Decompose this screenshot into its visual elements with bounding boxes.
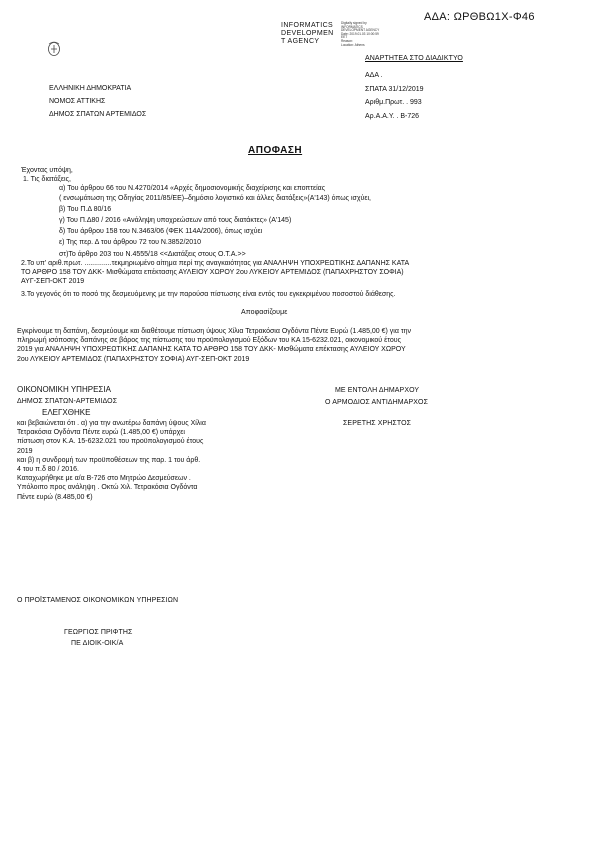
ada-field: ΑΔΑ . xyxy=(365,72,383,79)
page-title: ΑΠΟΦΑΣΗ xyxy=(248,145,303,156)
issuer-country: ΕΛΛΗΝΙΚΗ ΔΗΜΟΚΡΑΤΙΑ xyxy=(49,85,132,92)
reference-block xyxy=(365,69,424,123)
ada-top: ΑΔΑ: ΩΡΘΒΩ1Χ-Φ46 xyxy=(424,11,535,23)
protocol-number: Αριθμ.Πρωτ. . 993 xyxy=(365,99,422,106)
considering-item-2-cont: ΑΥΓ-ΣΕΠ-ΟΚΤ 2019 xyxy=(21,278,85,286)
legal-ref: δ) Του άρθρου 158 του Ν.3463/06 (ΦΕΚ 114Α/2006), όπως ισχύει xyxy=(59,228,263,236)
considering-item-2-cont: ΤΟ ΑΡΘΡΟ 158 ΤΟΥ ΔΚΚ- Μισθώματα επέκτασης ΑΥΛΕΙΟΥ ΧΩΡΟΥ 2ου ΛΥΚΕΙΟΥ ΑΡΤΕΜΙΔΟΣ (ΠΑΠΑΧΡΗΣΤΟΥ ΣΟΦΙΑ) xyxy=(21,269,404,277)
considering-item-2: 2.Το υπ' αριθ.πρωτ. ..............τεκμηριωμένο αίτημα περί της αναγκαιότητας για ΑΝΑΛΗΨΗ ΥΠΟΧΡΕΩΤΙΚΗΣ ΔΑΠΑΝΗΣ ΚΑΤΑ xyxy=(21,259,410,267)
date-field: ΣΠΑΤΑ 31/12/2019 xyxy=(365,85,424,93)
legal-ref: στ)Το άρθρο 203 του Ν.4555/18 <<Διατάξεις στους Ο.Τ.Α.>> xyxy=(59,250,246,258)
digital-signature-note: Digitally signed by INFORMATICS DEVELOPMENT AGENCY Date: 2019.01.03 10:00:59 EET Reason: Location: Athens xyxy=(341,21,380,47)
considering-item-1: 1. Τις διατάξεις, xyxy=(23,176,71,184)
issuer-prefecture: ΝΟΜΟΣ ΑΤΤΙΚΗΣ xyxy=(49,98,106,105)
finance-municipality: ΔΗΜΟΣ ΣΠΑΤΩΝ-ΑΡΤΕΜΙΔΟΣ xyxy=(17,398,118,405)
legal-ref: α) Του άρθρου 66 του Ν.4270/2014 «Αρχές δημοσιονομικής διαχείρισης και εποπτείας xyxy=(59,185,326,193)
internet-post-label: ΑΝΑΡΤΗΤΕΑ ΣΤΟ ΔΙΑΔΙΚΤΥΟ xyxy=(365,55,463,62)
considering-item-3: 3.Το γεγονός ότι το ποσό της δεσμευόμενης με την παρούσα πίστωσης είναι εντός του εγκεκριμένου ποσοστού διάθεσης. xyxy=(21,291,396,299)
mayor-order-label: ΜΕ ΕΝΤΟΛΗ ΔΗΜΑΡΧΟΥ xyxy=(335,387,420,394)
head-of-finance-title: Ο ΠΡΟΪΣΤΑΜΕΝΟΣ ΟΙΚΟΝΟΜΙΚΩΝ ΥΠΗΡΕΣΙΩΝ xyxy=(17,597,179,604)
informatics-agency-label: INFORMATICS DEVELOPMEN T AGENCY xyxy=(281,22,334,45)
decision-text: Εγκρίνουμε τη δαπάνη, δεσμεύουμε και διαθέτουμε πίστωση ύψους Χίλια Τετρακόσια Ογδόντα Πέντε Ευρώ (1.485,00 €) για την πληρωμή ισόποσης δαπάνης σε βάρος της πίστωσης του προϋπολογισμού Εξόδων του ΚΑ 15-6232.021, οικονομικού έτους 2019 για ΑΝΑΛΗΨΗ ΥΠΟΧΡΕΩΤΙΚΗΣ ΔΑΠΑΝΗΣ ΚΑΤΑ ΤΟ ΑΡΘΡΟ 158 ΤΟΥ ΔΚΚ- Μισθώματα επέκτασης ΑΥΛΕΙΟΥ ΧΩΡΟΥ 2ου ΛΥΚΕΙΟΥ ΑΡΤΕΜΙΔΟΣ (ΠΑΠΑΧΡΗΣΤΟΥ ΣΟΦΙΑ) ΑΥΓ-ΣΕΠ-ΟΚΤ 2019 xyxy=(17,328,412,363)
finance-verification-text: και βεβαιώνεται ότι . α) για την ανωτέρω δαπάνη ύψους Χίλια Τετρακόσια Ογδόντα Πέντε ευρώ (1.485,00 €) υπάρχει πίστωση στον Κ.Α. 15-6232.021 του προϋπολογισμού έτους 2019 και β) η συνδρομή των προϋποθέσεων της παρ. 1 του άρθ. 4 του π.δ 80 / 2016. Καταχωρήθηκε με α/α Β-726 στο Μητρώο Δεσμεύσεων . Υπόλοιπο προς ανάληψη . Οκτώ Χιλ. Τετρακόσια Ογδόντα Πέντε ευρώ (8.485,00 €) xyxy=(17,420,206,501)
issuer-block xyxy=(49,82,146,121)
head-of-finance-name: ΓΕΩΡΓΙΟΣ ΠΡΙΦΤΗΣ xyxy=(64,629,133,636)
checked-label: ΕΛΕΓΧΘΗΚΕ xyxy=(42,408,91,417)
legal-ref: ( ενσωμάτωση της Οδηγίας 2011/85/ΕΕ)–δημόσιο λογιστικό και άλλες διατάξεις»(Α'143) όπως ισχύει, xyxy=(59,194,371,202)
finance-service-title: ΟΙΚΟΝΟΜΙΚΗ ΥΠΗΡΕΣΙΑ xyxy=(17,385,111,394)
issuer-municipality: ΔΗΜΟΣ ΣΠΑΤΩΝ ΑΡΤΕΜΙΔΟΣ xyxy=(49,111,147,118)
legal-ref: β) Του Π.Δ 80/16 xyxy=(59,205,112,213)
legal-ref: γ) Του Π.Δ80 / 2016 «Ανάληψη υποχρεώσεων από τους διατάκτες» (Α'145) xyxy=(59,217,292,225)
greek-emblem-icon xyxy=(47,40,61,57)
deputy-mayor-name: ΣΕΡΕΤΗΣ ΧΡΗΣΤΟΣ xyxy=(343,420,412,427)
finance-service-block xyxy=(17,385,206,502)
decide-heading: Αποφασίζουμε xyxy=(241,309,288,316)
considering-section xyxy=(21,166,409,300)
aay-number: Αρ.Α.Α.Υ. . Β-726 xyxy=(365,112,420,120)
head-of-finance-rank: ΠΕ ΔΙΟΙΚ-ΟΙΚ/Α xyxy=(71,640,124,647)
considering-intro: Έχοντας υπόψη, xyxy=(21,167,73,174)
deputy-mayor-label: Ο ΑΡΜΟΔΙΟΣ ΑΝΤΙΔΗΜΑΡΧΟΣ xyxy=(325,399,429,406)
legal-ref: ε) Της περ. Δ του άρθρου 72 του Ν.3852/2010 xyxy=(59,239,201,247)
